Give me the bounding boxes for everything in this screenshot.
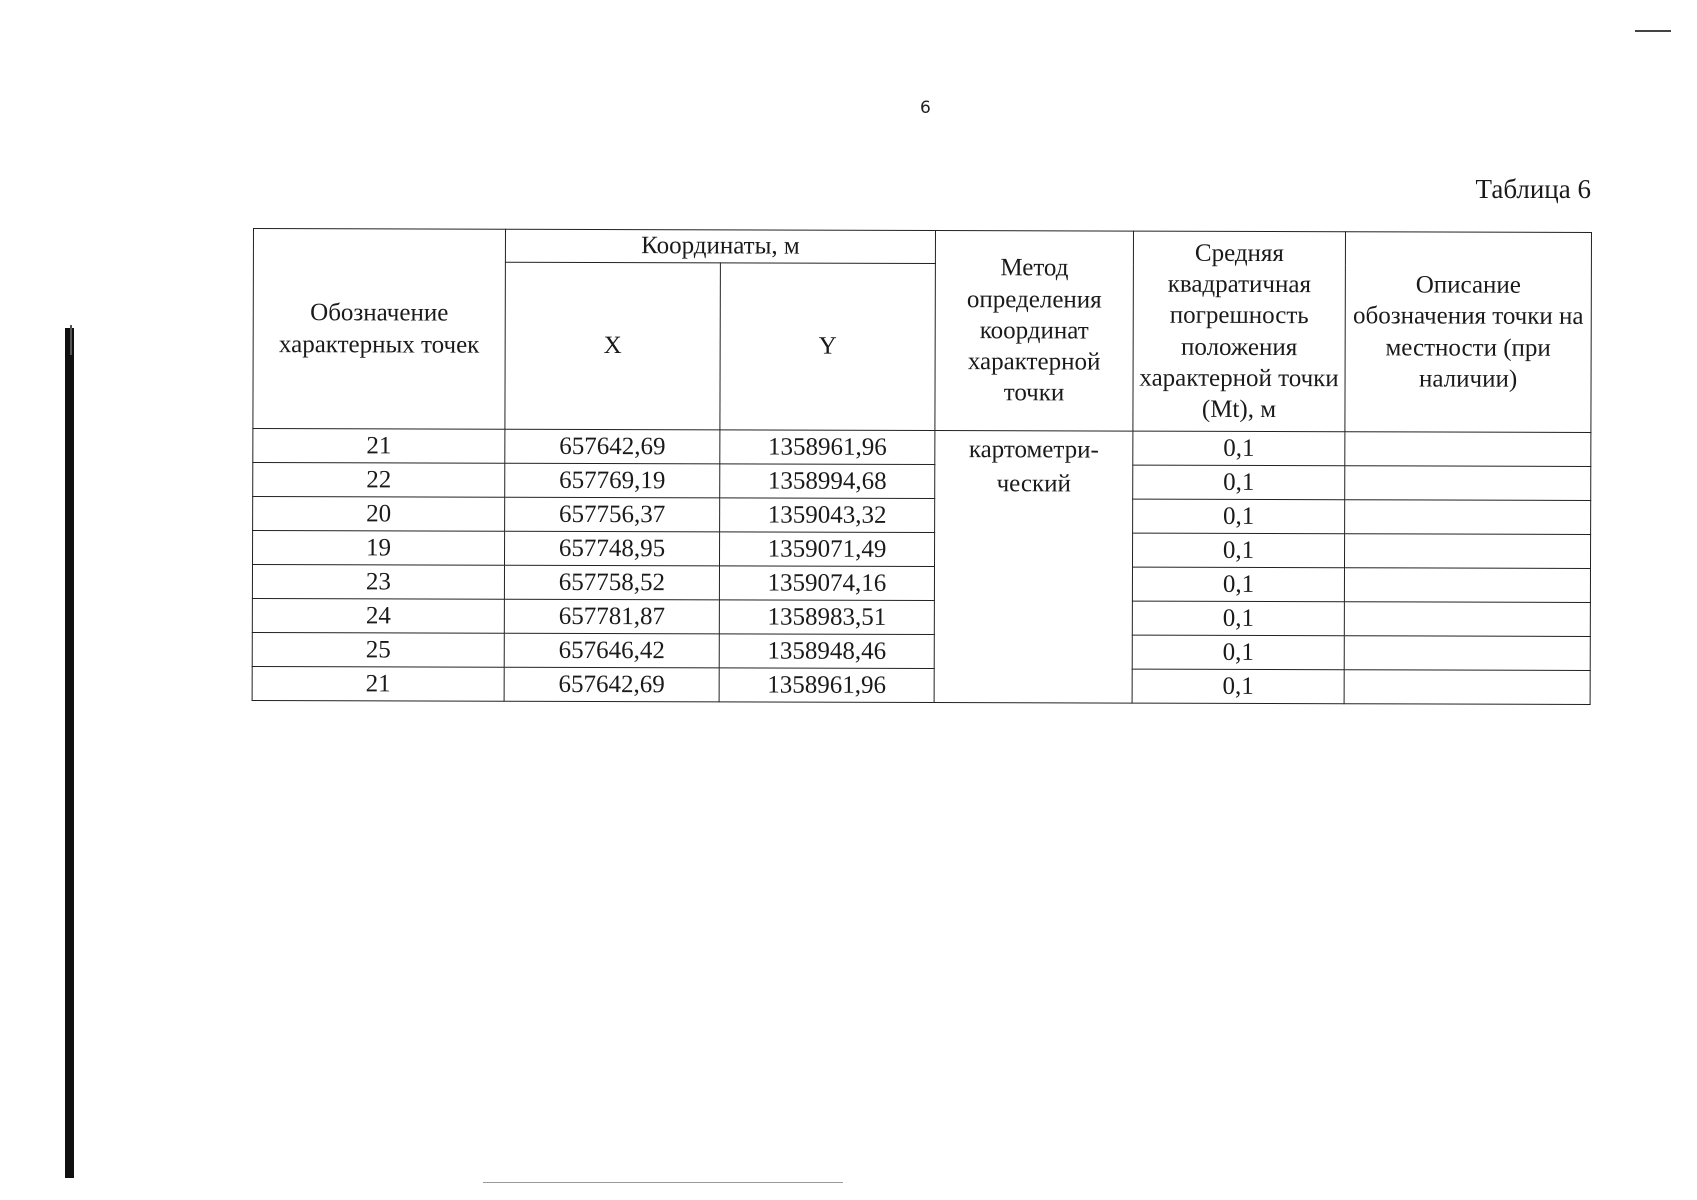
x-cell: 657642,69 [504,667,719,702]
header-x: X [505,262,720,430]
y-cell: 1359043,32 [720,498,935,533]
x-cell: 657758,52 [504,565,719,600]
y-cell: 1358983,51 [719,600,934,635]
table-caption: Таблица 6 [1475,174,1591,204]
header-designation: Обозначение характерных точек [253,229,506,430]
method-cell: картометри-ческий [934,431,1133,704]
point-cell: 19 [253,531,505,566]
page-number: 6 [920,98,931,118]
description-cell [1345,534,1591,569]
description-cell [1345,466,1591,501]
mt-cell: 0,1 [1132,635,1344,670]
point-cell: 21 [253,429,505,464]
y-cell: 1359074,16 [719,566,934,601]
table-row [253,531,1591,569]
mt-cell: 0,1 [1133,533,1345,568]
header-method: Метод определения координат характерной точки [935,231,1134,432]
y-cell: 1358994,68 [720,464,935,499]
header-description: Описание обозначения точки на местности (при наличии) [1345,232,1592,433]
x-cell: 657769,19 [505,463,720,498]
point-cell: 24 [252,598,504,633]
y-cell: 1358948,46 [719,634,934,669]
point-cell: 22 [253,463,505,498]
mt-cell: 0,1 [1132,567,1344,602]
x-cell: 657646,42 [504,633,719,668]
mt-cell: 0,1 [1132,669,1344,704]
table-row [253,497,1591,535]
y-cell: 1359071,49 [719,532,934,567]
x-cell: 657748,95 [505,531,720,566]
mt-cell: 0,1 [1132,601,1344,636]
scan-bottom-mark [483,1182,843,1183]
x-cell: 657781,87 [504,599,719,634]
header-error: Средняя квадратичная погрешность положения характерной точки (Mt), м [1133,231,1346,432]
point-cell: 23 [252,565,504,600]
table-row [253,429,1591,467]
description-cell [1344,670,1590,705]
scan-corner-mark [1635,30,1671,32]
description-cell [1344,602,1590,637]
scan-edge-shadow [65,328,74,1178]
y-cell: 1358961,96 [719,668,934,703]
table-row [253,463,1591,501]
mt-cell: 0,1 [1133,465,1345,500]
header-coordinates: Координаты, м [505,229,935,263]
point-cell: 25 [252,632,504,667]
description-cell [1345,500,1591,535]
mt-cell: 0,1 [1133,499,1345,534]
y-cell: 1358961,96 [720,430,935,465]
scan-edge-mark [70,325,72,355]
table-row [252,666,1590,704]
description-cell [1344,568,1590,603]
table-row [252,598,1590,636]
table-row [252,632,1590,670]
description-cell [1344,636,1590,671]
table-row [252,565,1590,603]
mt-cell: 0,1 [1133,431,1345,466]
header-y: Y [720,263,936,431]
x-cell: 657756,37 [505,497,720,532]
x-cell: 657642,69 [505,429,720,464]
coordinates-table [252,228,1592,705]
point-cell: 20 [253,497,505,532]
point-cell: 21 [252,666,504,701]
description-cell [1345,432,1591,467]
